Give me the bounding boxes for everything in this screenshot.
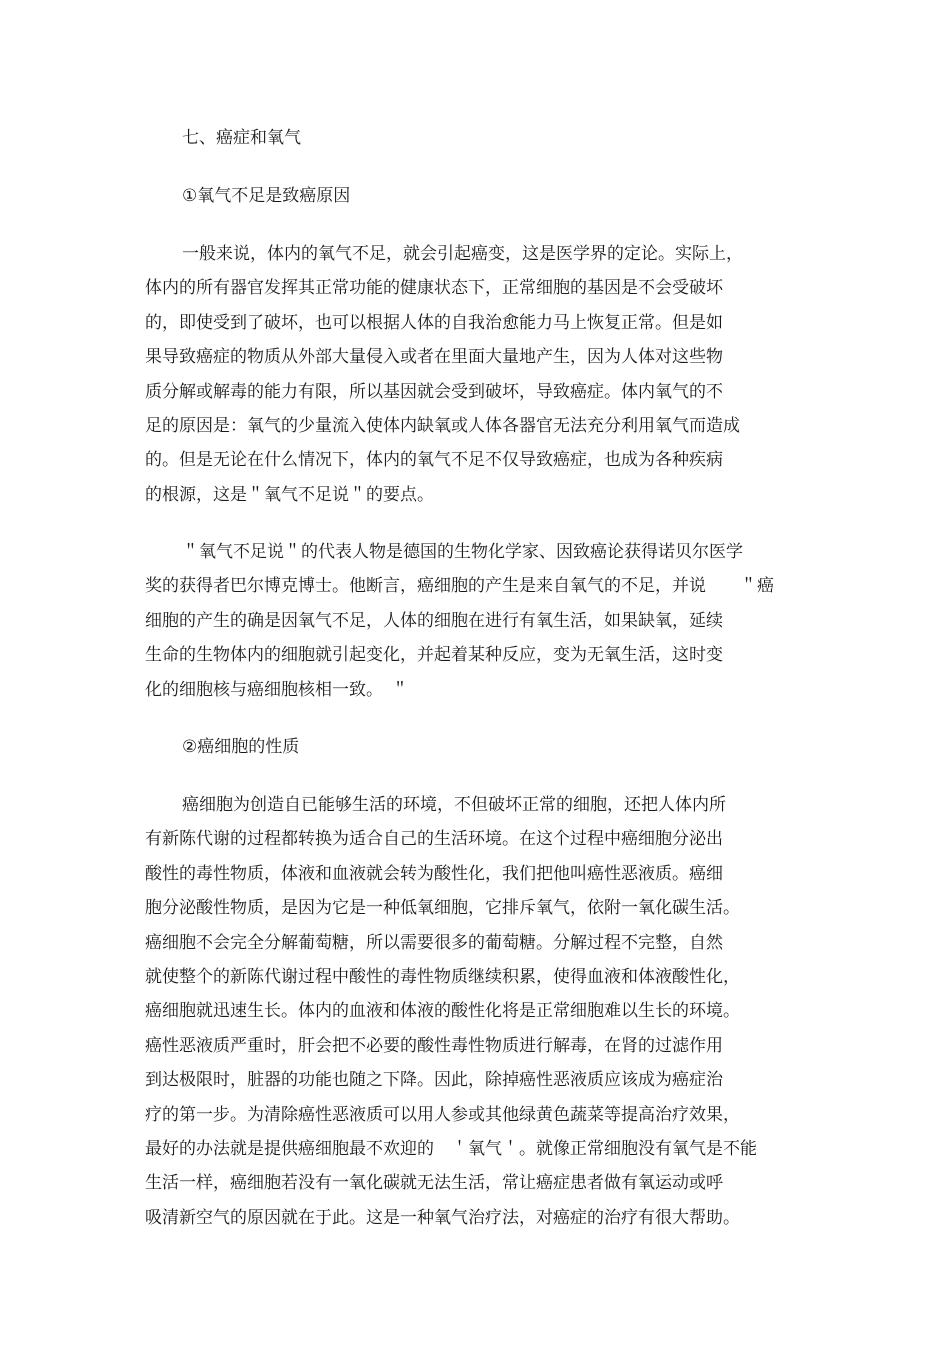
text-line: 胞分泌酸性物质，是因为它是一种低氧细胞，它排斥氧气，依附一氧化碳生活。 [145, 898, 740, 919]
text-line: 癌细胞不会完全分解葡萄糖，所以需要很多的葡萄糖。分解过程不完整，自然 [145, 932, 723, 953]
paragraph-cancer-cell-properties [145, 788, 757, 1235]
text-line: 细胞的产生的确是因氧气不足，人体的细胞在进行有氧生活，如果缺氧，延续 [145, 610, 723, 631]
text-line: 癌细胞就迅速生长。体内的血液和体液的酸性化将是正常细胞难以生长的环境。 [145, 1001, 740, 1022]
text-line: 足的原因是：氧气的少量流入使体内缺氧或人体各器官无法充分利用氧气而造成 [145, 415, 740, 436]
text-line: 生活一样，癌细胞若没有一氧化碳就无法生活，常让癌症患者做有氧运动或呼 [145, 1173, 723, 1194]
section-title: 七、癌症和氧气 [182, 128, 301, 148]
text-line: 化的细胞核与癌细胞核相一致。 ＂ [145, 679, 409, 700]
text-line: 最好的办法就是提供癌细胞最不欢迎的 ＇氧气＇。就像正常细胞没有氧气是不能 [145, 1138, 757, 1159]
subsection-title-1: ①氧气不足是致癌原因 [182, 186, 351, 206]
text-line: 疗的第一步。为清除癌性恶液质可以用人参或其他绿黄色蔬菜等提高治疗效果， [145, 1104, 740, 1125]
text-line: 质分解或解毒的能力有限，所以基因就会受到破坏，导致癌症。体内氧气的不 [145, 381, 723, 402]
text-line: 到达极限时，脏器的功能也随之下降。因此，除掉癌性恶液质应该成为癌症治 [145, 1070, 723, 1091]
text-line: 果导致癌症的物质从外部大量侵入或者在里面大量地产生，因为人体对这些物 [145, 347, 723, 368]
text-line: 的根源，这是＂氧气不足说＂的要点。 [145, 484, 434, 505]
text-line: 癌性恶液质严重时，肝会把不必要的酸性毒性物质进行解毒，在肾的过滤作用 [145, 1035, 723, 1056]
text-line: 有新陈代谢的过程都转换为适合自己的生活环境。在这个过程中癌细胞分泌出 [145, 829, 723, 850]
text-line: 奖的获得者巴尔博克博士。他断言，癌细胞的产生是来自氧气的不足，并说 ＂癌 [145, 576, 774, 597]
text-line: 吸清新空气的原因就在于此。这是一种氧气治疗法，对癌症的治疗有很大帮助。 [145, 1207, 740, 1228]
text-line: 的。但是无论在什么情况下，体内的氧气不足不仅导致癌症，也成为各种疾病 [145, 450, 723, 471]
text-line: 就使整个的新陈代谢过程中酸性的毒性物质继续积累，使得血液和体液酸性化， [145, 966, 740, 987]
text-line: 的，即使受到了破坏，也可以根据人体的自我治愈能力马上恢复正常。但是如 [145, 312, 723, 333]
subsection-title-2: ②癌细胞的性质 [182, 737, 300, 757]
text-line: 一般来说，体内的氧气不足，就会引起癌变，这是医学界的定论。实际上， [182, 244, 743, 264]
paragraph-warburg-theory [145, 535, 774, 707]
text-line: 癌细胞为创造自已能够生活的环境，不但破坏正常的细胞，还把人体内所 [182, 795, 726, 815]
text-line: 酸性的毒性物质，体液和血液就会转为酸性化，我们把他叫癌性恶液质。癌细 [145, 863, 723, 884]
text-line: 生命的生物体内的细胞就引起变化，并起着某种反应，变为无氧生活，这时变 [145, 645, 723, 666]
text-line: ＂氧气不足说＂的代表人物是德国的生物化学家、因致癌论获得诺贝尔医学 [182, 542, 743, 562]
paragraph-oxygen-deficiency [145, 237, 743, 512]
text-line: 体内的所有器官发挥其正常功能的健康状态下，正常细胞的基因是不会受破坏 [145, 278, 723, 299]
